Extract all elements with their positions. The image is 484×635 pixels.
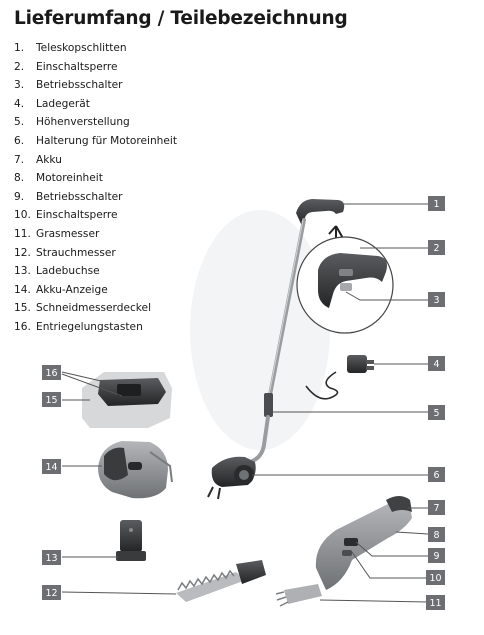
svg-text:9: 9 <box>433 551 440 562</box>
grass-shear-unit <box>276 496 412 606</box>
svg-text:10: 10 <box>429 573 442 584</box>
part-number: 8. <box>14 172 25 185</box>
callout-12 <box>42 585 61 600</box>
svg-text:2: 2 <box>433 243 440 254</box>
part-number: 15. <box>14 302 31 315</box>
svg-text:7: 7 <box>433 503 440 514</box>
callout-11 <box>426 595 445 610</box>
part-label: Akku <box>36 153 62 166</box>
part-label: Strauchmesser <box>36 246 116 259</box>
svg-text:8: 8 <box>433 530 440 541</box>
release-button <box>117 384 141 396</box>
handle-detail-inset <box>297 237 393 333</box>
svg-text:11: 11 <box>429 598 442 609</box>
part-label: Teleskopschlitten <box>36 42 127 54</box>
callout-5 <box>428 405 445 420</box>
part-label: Entriegelungstasten <box>36 320 143 333</box>
part-number: 10. <box>14 209 31 222</box>
svg-text:12: 12 <box>45 588 58 599</box>
part-number: 16. <box>14 320 31 333</box>
part-label: Einschaltsperre <box>36 60 118 73</box>
lock-switch <box>342 550 352 556</box>
part-number: 3. <box>14 79 25 92</box>
part-number: 7. <box>14 153 25 166</box>
part-label: Schneidmesserdeckel <box>36 302 152 315</box>
motor-unit <box>316 501 412 590</box>
battery-top <box>82 372 172 428</box>
part-label: Betriebsschalter <box>36 79 123 92</box>
callout-13 <box>42 550 61 565</box>
height-adjustment <box>264 393 273 417</box>
callout-9 <box>428 548 445 563</box>
part-number: 14. <box>14 283 31 296</box>
operating-switch <box>340 283 352 291</box>
lock-switch <box>339 269 353 276</box>
grass-blade <box>284 584 322 604</box>
part-number: 2. <box>14 60 25 73</box>
svg-text:15: 15 <box>45 395 58 406</box>
charging-socket-unit <box>116 520 146 561</box>
svg-text:4: 4 <box>433 359 440 370</box>
svg-text:13: 13 <box>45 553 58 564</box>
part-label: Motoreinheit <box>36 172 103 185</box>
background-shading <box>190 210 330 450</box>
part-number: 13. <box>14 265 31 278</box>
svg-text:3: 3 <box>433 295 440 306</box>
callout-14 <box>42 459 61 474</box>
operating-switch <box>344 538 358 546</box>
part-number: 1. <box>14 42 25 54</box>
callout-10 <box>426 570 445 585</box>
part-label: Halterung für Motoreinheit <box>36 134 177 147</box>
svg-text:16: 16 <box>45 368 58 379</box>
part-number: 5. <box>14 116 25 129</box>
svg-text:1: 1 <box>433 199 440 210</box>
callout-4 <box>428 356 445 371</box>
callout-15 <box>42 392 61 407</box>
battery-indicator-device <box>98 441 172 498</box>
part-number: 12. <box>14 246 31 259</box>
part-label: Ladegerät <box>36 97 90 110</box>
svg-text:5: 5 <box>433 408 440 419</box>
part-label: Höhenverstellung <box>36 116 130 129</box>
part-label: Ladebuchse <box>36 265 100 278</box>
callout-3 <box>428 292 445 307</box>
page-title: Lieferumfang / Teilebezeichnung <box>14 8 348 29</box>
part-number: 6. <box>14 134 25 147</box>
part-label: Grasmesser <box>36 227 100 240</box>
callout-8 <box>428 527 445 542</box>
battery-level-indicator <box>128 462 142 470</box>
part-label: Akku-Anzeige <box>36 283 108 296</box>
part-number: 11. <box>14 227 31 240</box>
part-number: 4. <box>14 97 25 110</box>
part-label: Betriebsschalter <box>36 190 123 203</box>
svg-text:6: 6 <box>433 470 440 481</box>
callout-7 <box>428 500 445 515</box>
callout-2 <box>428 240 445 255</box>
part-label: Einschaltsperre <box>36 209 118 222</box>
shrub-blade <box>176 560 266 602</box>
callout-1 <box>428 196 445 211</box>
svg-text:14: 14 <box>45 462 58 473</box>
part-number: 9. <box>14 190 25 203</box>
callout-16 <box>42 365 61 380</box>
callout-6 <box>428 467 445 482</box>
